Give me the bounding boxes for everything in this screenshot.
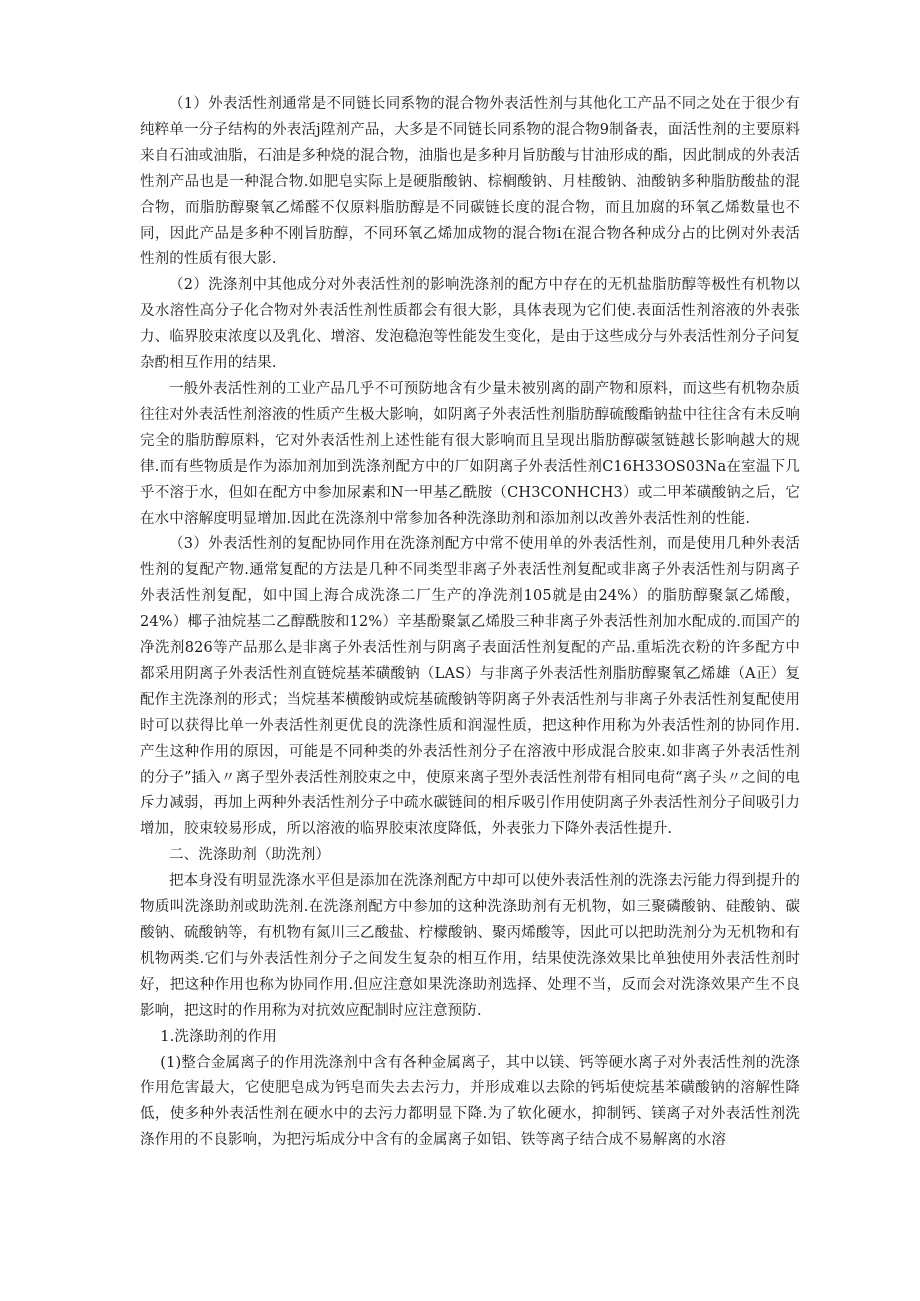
paragraph-1: （1）外表活性剂通常是不同链长同系物的混合物外表活性剂与其他化工产品不同之处在于很少有纯粹单一分子结构的外表活j陞剂产品，大多是不同链长同系物的混合物9制备表，面活性剂的主要原料来自石油或油脂，石油是多种烧的混合物，油脂也是多种月旨肪酸与甘油形成的酯，因此制成的外表活性剂产品也是一种混合物.如肥皂实际上是硬脂酸钠、棕榈酸钠、月桂酸钠、油酸钠多种脂肪酸盐的混合物，而脂肪醇聚氧乙烯醛不仅原料脂肪醇是不同碳链长度的混合物，而且加腐的环氧乙烯数量也不同，因此产品是多种不刚旨肪醇，不同环氧乙烯加成物的混合物i在混合物各种成分占的比例对外表活性剂的性质有很大影.: [140, 96, 800, 268]
section-heading-2: 二、洗涤助剂（助洗剂）: [169, 847, 331, 864]
paragraph-3: 一般外表活性剂的工业产品几乎不可预防地含有少量未被别离的副产物和原料，而这些有机物杂质往往对外表活性剂溶液的性质产生极大影响，如阴离子外表活性剂脂肪醇硫酸酯钠盐中往往含有未反响完全的脂肪醇原料，它对外表活性剂上述性能有很大影响而且呈现出脂肪醇碳氢链越长影响越大的规律.而有些物质是作为添加剂加到洗涤剂配方中的厂如阴离子外表活性剂C16H33OS03Na在室温下几乎不溶于水，但如在配方中参加尿素和N一甲基乙酰胺（CH3CONHCH3）或二甲苯磺酸钠之后，它在水中溶解度明显增加.因此在洗涤剂中常参加各种洗涤助剂和添加剂以改善外表活性剂的性能.: [140, 380, 800, 527]
paragraph-6: (1)整合金属离子的作用洗涤剂中含有各种金属离子，其中以镁、钙等硬水离子对外表活性剂的洗涤作用危害最大，它使肥皂成为钙皂而失去去污力，并形成难以去除的钙垢使烷基苯磺酸钠的溶解性降低，使多种外表活性剂在硬水中的去污力都明显下降.为了软化硬水，抑制钙、镁离子对外表活性剂洗涤作用的不良影响，为把污垢成分中含有的金属离子如铝、铁等离子结合成不易解离的水溶: [140, 1054, 800, 1149]
paragraph-4: （3）外表活性剂的复配协同作用在洗涤剂配方中常不使用单的外表活性剂，而是使用几种外表活性剂的复配产物.通常复配的方法是几种不同类型非离子外表活性剂复配或非离子外表活性剂与阴离子外表活性剂复配，如中国上海合成洗涤二厂生产的净洗剂105就是由24%）的脂肪醇聚氯乙烯酸，24%）椰子油烷基二乙醇酰胺和12%）辛基酚聚氯乙烯股三种非离子外表活性剂加水配成的.而国产的净洗剂826等产品那么是非离子外表活性剂与阴离子表面活性剂复配的产品.重垢洗衣粉的许多配方中都采用阴离子外表活性剂直链烷基苯磺酸钠（LAS）与非离子外表活性剂脂肪醇聚氧乙烯雄（A正）复配作主洗涤剂的形式；当烷基苯横酸钠或烷基硫酸钠等阴离子外表活性剂与非离子外表活性剂复配使用时可以获得比单一外表活性剂更优良的洗涤性质和润湿性质，把这种作用称为外表活性剂的协同作用.产生这种作用的原因，可能是不同种类的外表活性剂分子在溶液中形成混合胶束.如非离子外表活性剂的分子”插入〃离子型外表活性剂胶束之中，使原来离子型外表活性剂带有相同电荷“离子头〃之间的电斥力减弱，再加上两种外表活性剂分子中疏水碳链间的相斥吸引作用使阴离子外表活性剂分子间吸引力增加，胶束较易形成，所以溶液的临界胶束浓度降低，外表张力下降外表活性提升.: [140, 536, 800, 838]
paragraph-2: （2）洗涤剂中其他成分对外表活性剂的影响洗涤剂的配方中存在的无机盐脂肪醇等极性有机物以及水溶性高分子化合物对外表活性剂性质都会有很大影，具体表现为它们使.表面活性剂溶液的外表张力、临界胶束浓度以及乳化、增溶、发泡稳泡等性能发生变化，是由于这些成分与外表活性剂分子问复杂酌相互作用的结果.: [140, 277, 800, 372]
document-body: [140, 92, 800, 1154]
subsection-heading-1: 1.洗涤助剂的作用: [160, 1028, 277, 1045]
paragraph-5: 把本身没有明显洗涤水平但是添加在洗涤剂配方中却可以使外表活性剂的洗涤去污能力得到提升的物质叫洗涤助剂或助洗剂.在洗涤剂配方中参加的这种洗涤助剂有无机物，如三聚磷酸钠、硅酸钠、碳酸钠、硫酸钠等，有机物有氮川三乙酸盐、柠檬酸钠、聚丙烯酸等，因此可以把助洗剂分为无机物和有机物两类.它们与外表活性剂分子之间发生复杂的相互作用，结果使洗涤效果比单独使用外表活性剂时好，把这种作用也称为协同作用.但应注意如果洗涤助剂选择、处理不当，反而会对洗涤效果产生不良影响，把这时的作用称为对抗效应配制时应注意预防.: [140, 873, 800, 1019]
